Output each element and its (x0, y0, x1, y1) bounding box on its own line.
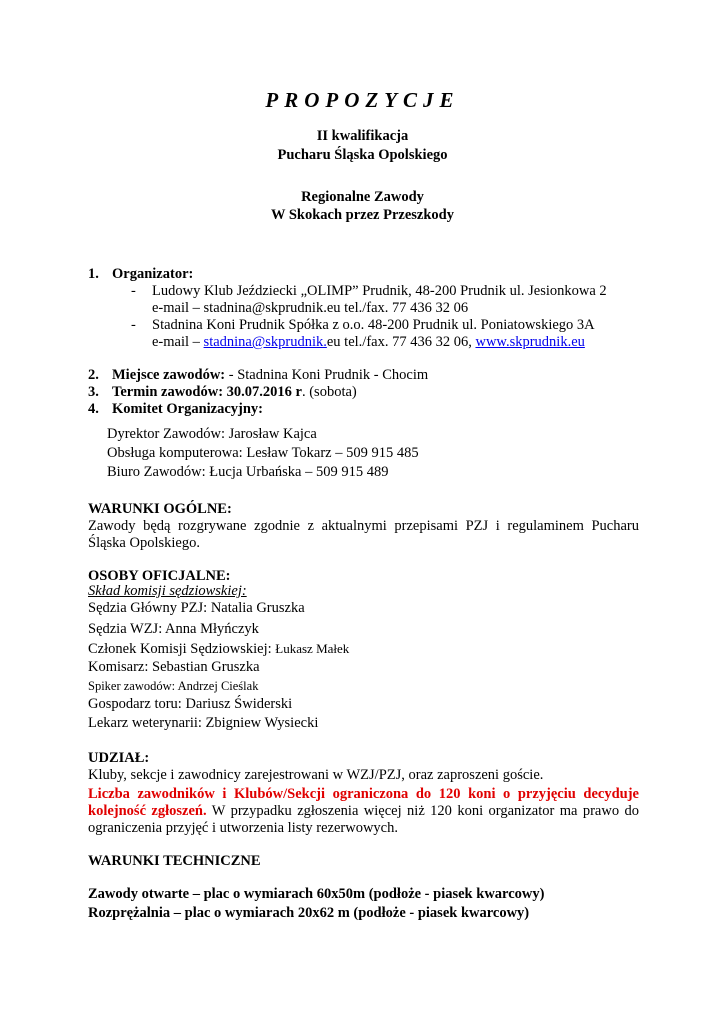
official-role: Członek Komisji Sędziowskiej: (88, 641, 276, 657)
official-row: Sędzia Główny PZJ: Natalia Gruszka (88, 600, 305, 616)
subtitle-line-1: II kwalifikacja (316, 128, 409, 144)
subtitle-line-4: W Skokach przez Przeszkody (271, 207, 454, 223)
participation-heading: UDZIAŁ: (88, 750, 150, 766)
section-3-value: . (sobota) (301, 384, 357, 400)
general-conditions-line-1: Zawody będą rozgrywane zgodnie z aktualnymi przepisami PZJ i regulaminem Pucharu (88, 518, 639, 534)
committee-row: Biuro Zawodów: Łucja Urbańska – 509 915 489 (107, 464, 389, 480)
participation-limit-rest: W przypadku zgłoszenia więcej niż 120 koni organizator ma prawo do (206, 803, 639, 819)
official-row: Gospodarz toru: Dariusz Świderski (88, 696, 293, 712)
document-title: PROPOZYCJE (265, 88, 460, 112)
participation-limit-emphasis: kolejność zgłoszeń. (88, 803, 207, 819)
section-4-number: 4. (88, 401, 99, 417)
section-1-label: Organizator: (112, 266, 194, 282)
section-1-number: 1. (88, 266, 99, 282)
organizer-1-line-2: e-mail – stadnina@skprudnik.eu tel./fax. 77 436 32 06 (152, 300, 469, 316)
organizer-2-website-link[interactable]: www.skprudnik.eu (475, 334, 585, 350)
section-2-number: 2. (88, 367, 99, 383)
participation-line-3: ograniczenia przyjęć i utworzenia listy rezerwowych. (88, 820, 398, 836)
subtitle-line-2: Pucharu Śląska Opolskiego (277, 147, 448, 163)
technical-conditions-line-1: Zawody otwarte – plac o wymiarach 60x50m (podłoże - piasek kwarcowy) (88, 886, 545, 902)
section-2-line (112, 367, 428, 384)
official-row: Sędzia WZJ: Anna Młyńczyk (88, 621, 259, 637)
participation-limit-line-1: Liczba zawodników i Klubów/Sekcji ograniczona do 120 koni o przyjęciu decyduje (88, 786, 639, 802)
section-3-number: 3. (88, 384, 99, 400)
judges-subheading: Skład komisji sędziowskiej: (88, 583, 247, 599)
organizer-1-line-1: Ludowy Klub Jeździecki „OLIMP” Prudnik, 48-200 Prudnik ul. Jesionkowa 2 (152, 283, 607, 299)
section-4-label: Komitet Organizacyjny: (112, 401, 264, 417)
officials-heading: OSOBY OFICJALNE: (88, 568, 231, 584)
participation-line-1: Kluby, sekcje i zawodnicy zarejestrowani w WZJ/PZJ, oraz zaproszeni goście. (88, 767, 544, 783)
official-row (88, 640, 349, 658)
organizer-2-line-2 (152, 334, 585, 351)
committee-row: Dyrektor Zawodów: Jarosław Kajca (107, 426, 317, 442)
organizer-2-line-1: Stadnina Koni Prudnik Spółka z o.o. 48-200 Prudnik ul. Poniatowskiego 3A (152, 317, 595, 333)
general-conditions-line-2: Śląska Opolskiego. (88, 535, 200, 551)
section-3-label: Termin zawodów: 30.07.2016 r (112, 384, 302, 400)
organizer-2-contact: eu tel./fax. 77 436 32 06, (326, 334, 476, 350)
subtitle-line-3: Regionalne Zawody (301, 189, 424, 205)
section-2-label: Miejsce zawodów: (112, 367, 226, 383)
technical-conditions-heading: WARUNKI TECHNICZNE (88, 853, 261, 869)
organizer-2-dash: - (131, 317, 136, 333)
committee-row: Obsługa komputerowa: Lesław Tokarz – 509 915 485 (107, 445, 419, 461)
organizer-2-email-prefix: e-mail – (152, 334, 204, 350)
section-3-line (112, 384, 357, 401)
section-2-value: - Stadnina Koni Prudnik - Chocim (225, 367, 429, 383)
participation-limit-line-2 (88, 803, 639, 820)
official-row: Spiker zawodów: Andrzej Cieślak (88, 679, 259, 693)
technical-conditions-line-2: Rozprężalnia – plac o wymiarach 20x62 m (podłoże - piasek kwarcowy) (88, 905, 530, 921)
organizer-2-email-link[interactable]: stadnina@skprudnik. (203, 334, 327, 350)
general-conditions-heading: WARUNKI OGÓLNE: (88, 501, 232, 517)
official-person: Łukasz Małek (275, 641, 350, 656)
official-row: Komisarz: Sebastian Gruszka (88, 659, 260, 675)
organizer-1-dash: - (131, 283, 136, 299)
official-row: Lekarz weterynarii: Zbigniew Wysiecki (88, 715, 319, 731)
